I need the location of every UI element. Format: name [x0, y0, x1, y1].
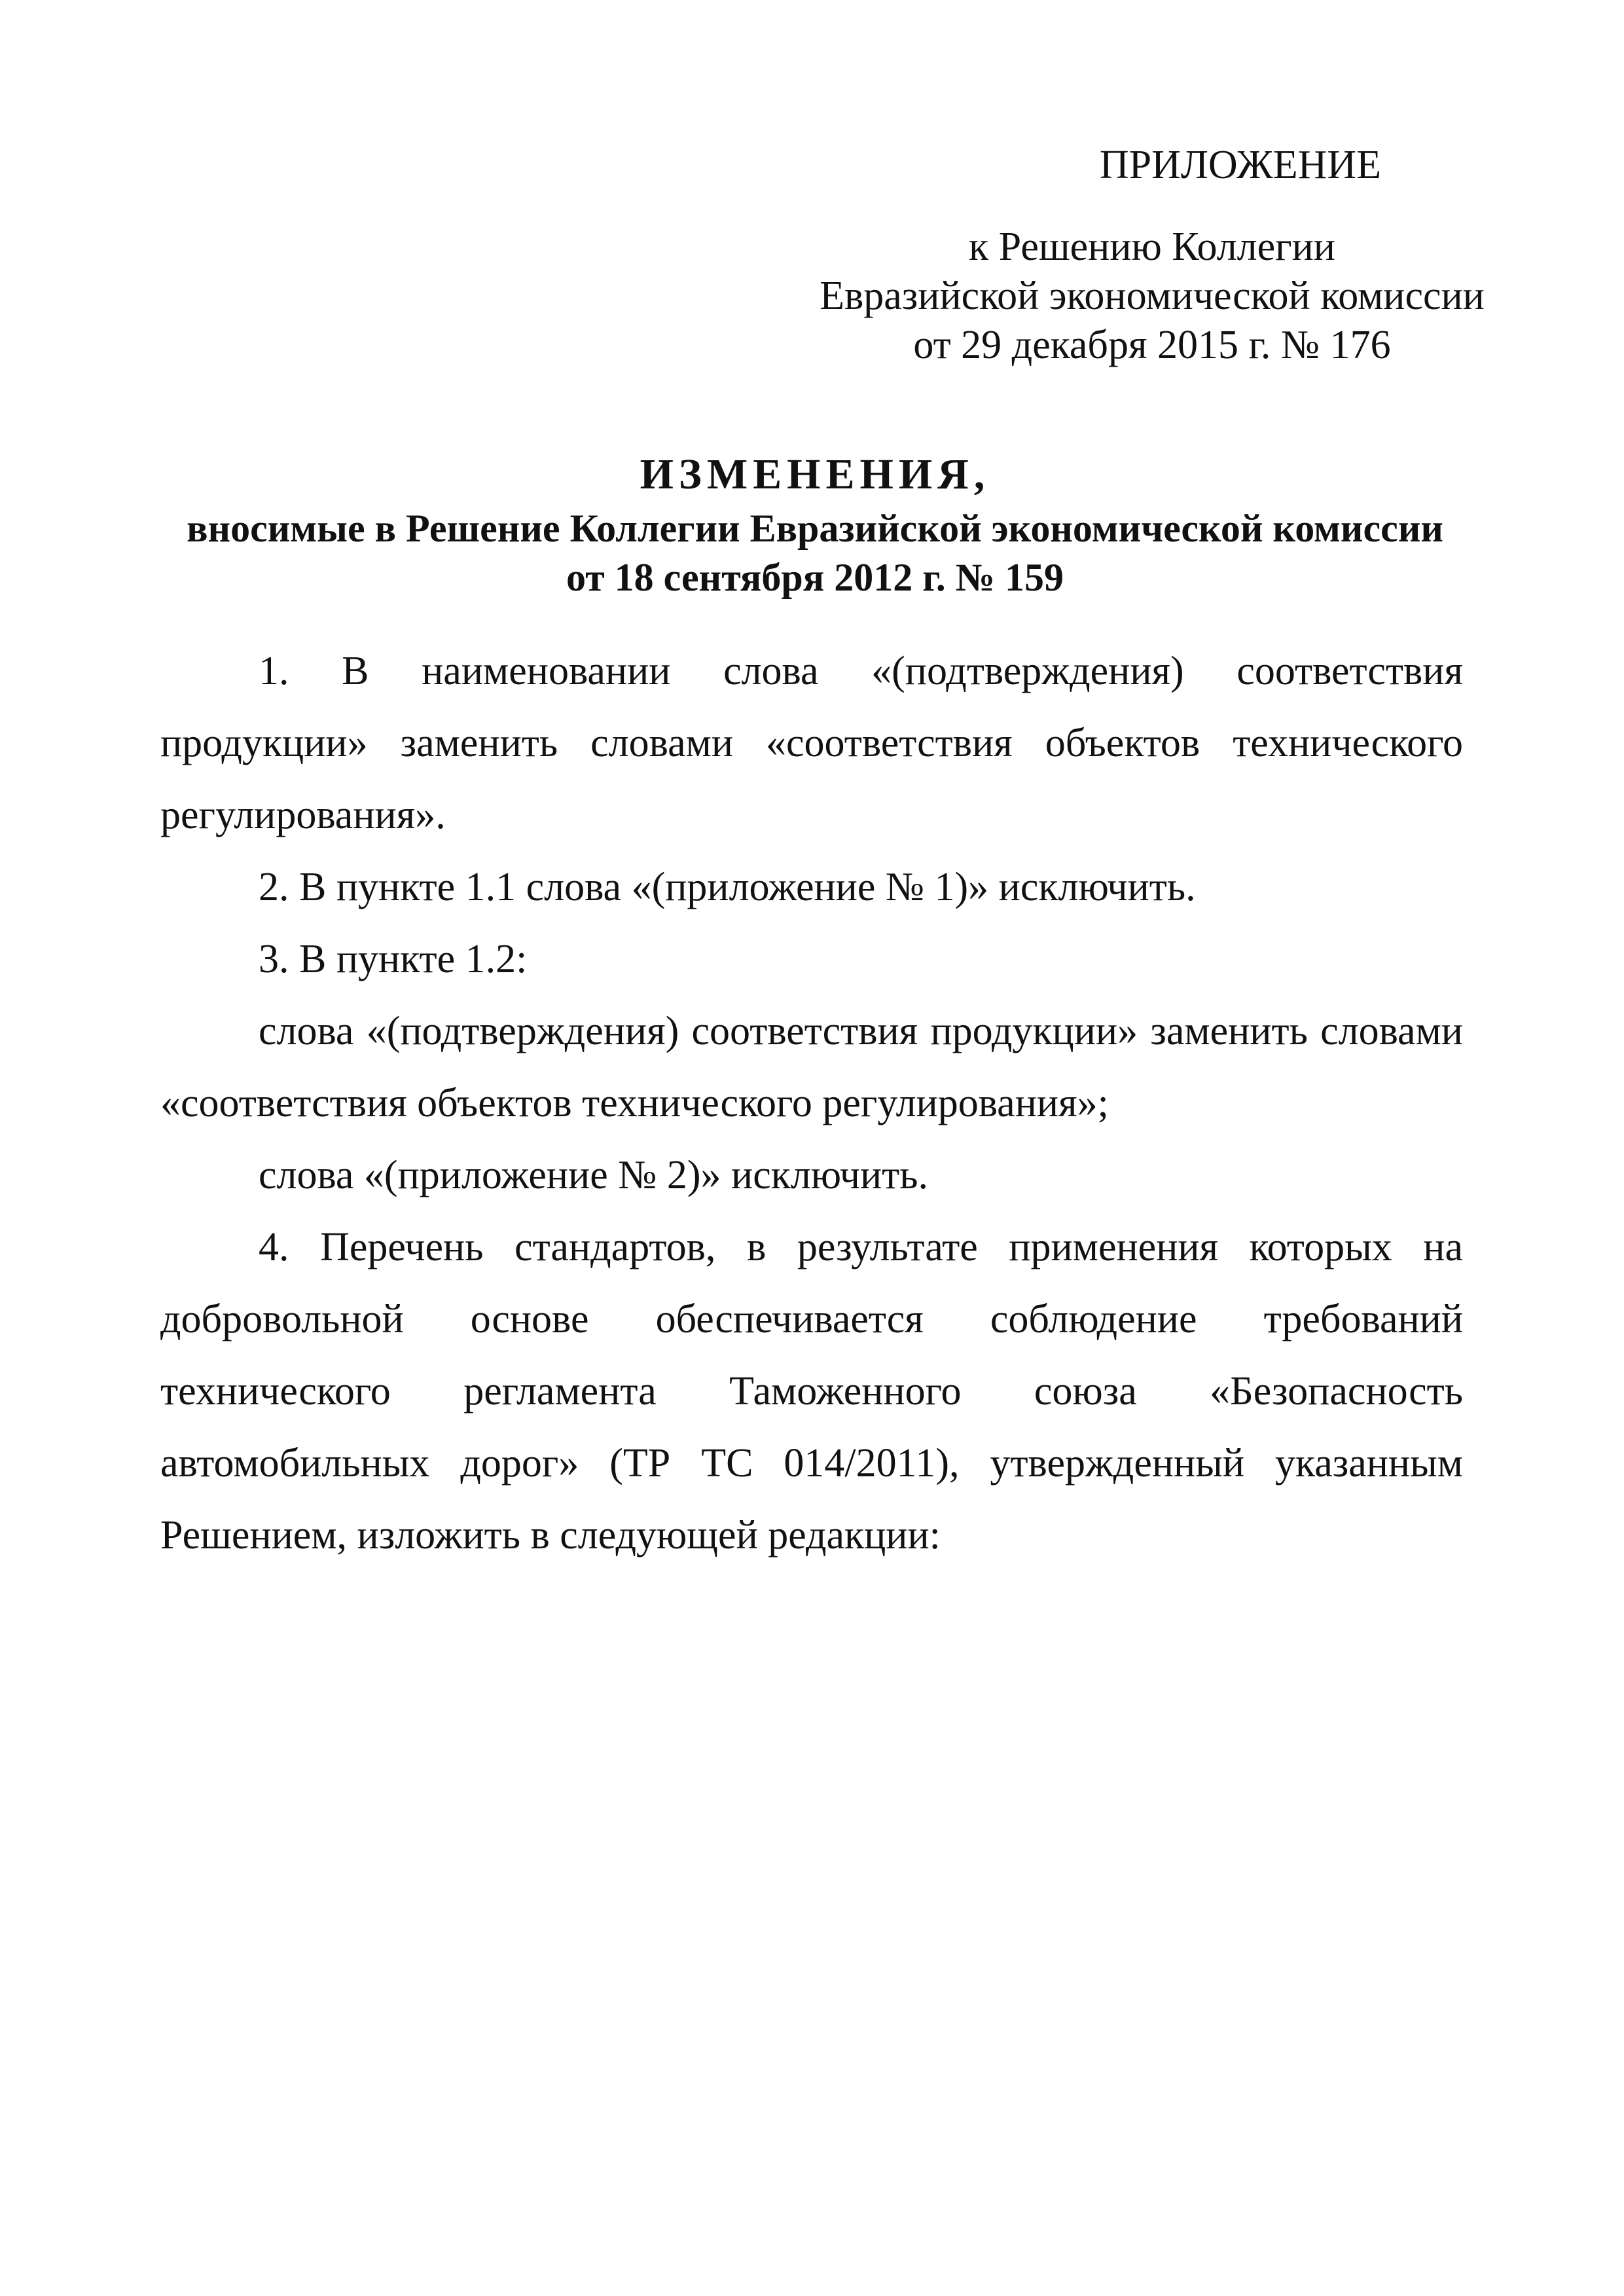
heading-title: ИЗМЕНЕНИЯ, [640, 450, 990, 498]
appendix-reference-line-3: от 29 декабря 2015 г. № 176 [913, 323, 1391, 367]
document-body [160, 635, 1463, 1571]
paragraph-2: 2. В пункте 1.1 слова «(приложение № 1)» исключить. [259, 865, 1196, 909]
heading-subtitle: вносимые в Решение Коллегии Евразийской экономической комиссии от 18 сентября 2012 г. № 159 [187, 507, 1443, 599]
paragraph-4: 4. Перечень стандартов, в результате применения которых на добровольной основе обеспечивается соблюдение требований технического регламента Таможенного союза «Безопасность автомобильных дорог» (ТР ТС 014/2011), утвержденный указанным Решением, изложить в следующей редакции: [160, 1225, 1463, 1558]
paragraph-3-item-1: слова «(подтверждения) соответствия продукции» заменить словами «соответствия объектов технического регулирования»; [160, 1009, 1463, 1125]
document-heading [164, 445, 1466, 602]
appendix-header [772, 141, 1532, 370]
appendix-reference-line-2: Евразийской экономической комиссии [820, 274, 1485, 318]
appendix-title: ПРИЛОЖЕНИЕ [1099, 143, 1381, 187]
paragraph-3: 3. В пункте 1.2: [259, 937, 528, 981]
paragraph-3-item-2: слова «(приложение № 2)» исключить. [259, 1153, 928, 1197]
paragraph-1: 1. В наименовании слова «(подтверждения) соответствия продукции» заменить словами «соответствия объектов технического регулирования». [160, 649, 1463, 837]
appendix-reference-line-1: к Решению Коллегии [969, 225, 1335, 269]
